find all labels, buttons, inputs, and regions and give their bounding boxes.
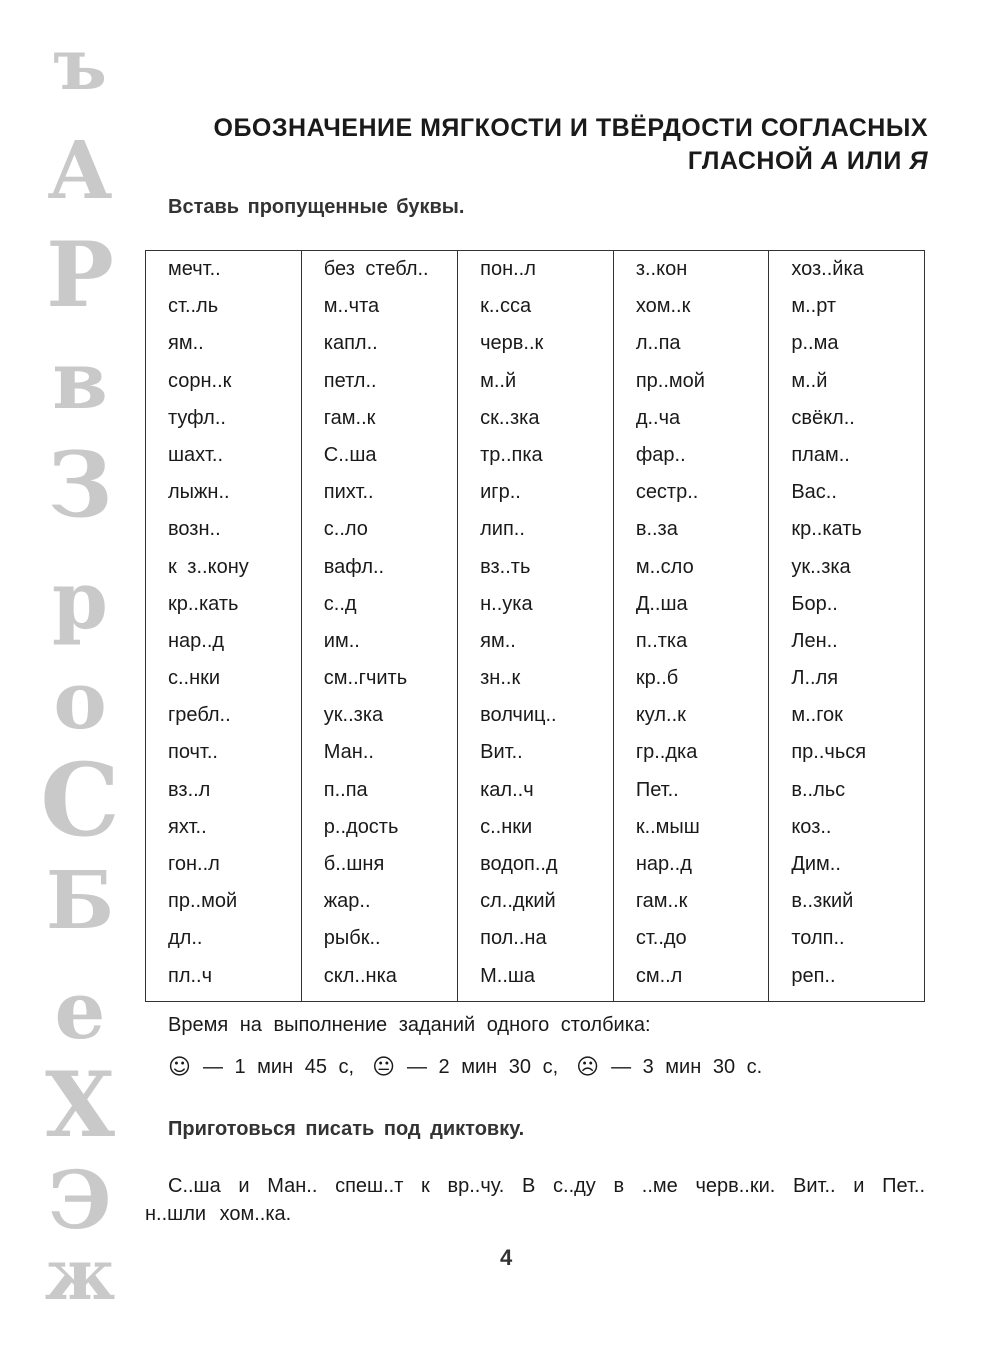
sidebar-letter: р xyxy=(52,553,108,647)
word-item: Д..ша xyxy=(635,592,688,615)
word-item: см..л xyxy=(635,964,683,987)
word-item: ук..зка xyxy=(791,555,851,578)
word-item: плам.. xyxy=(791,443,850,466)
word-column xyxy=(613,251,769,1002)
word-item: ям.. xyxy=(168,332,204,355)
word-item: м..й xyxy=(480,369,517,392)
word-item: лип.. xyxy=(480,518,525,541)
word-item: гам..к xyxy=(323,406,376,429)
word-item: м..чта xyxy=(323,295,380,318)
word-item: М..ша xyxy=(480,964,536,987)
word-item: нар..д xyxy=(635,853,692,875)
word-item: ям.. xyxy=(480,629,516,652)
word-item: з..кон xyxy=(635,258,688,280)
word-table xyxy=(145,250,925,1002)
sidebar-letter: З xyxy=(47,432,113,538)
word-item: пол..на xyxy=(480,927,547,950)
timing-value: — 1 мин 45 с, xyxy=(202,1056,355,1078)
sidebar-letter: А xyxy=(47,123,113,217)
frowning-face-icon: ☹ xyxy=(576,1055,600,1080)
word-item: в..льс xyxy=(791,778,846,801)
word-item: коз.. xyxy=(791,815,832,838)
word-item: сорн..к xyxy=(168,369,232,392)
word-item: дл.. xyxy=(168,927,203,950)
word-item: ск..зка xyxy=(480,406,540,429)
word-item: сестр.. xyxy=(635,481,699,504)
word-item: гр..дка xyxy=(635,741,698,764)
timing-label: Время на выполнение заданий одного столбика: xyxy=(168,1014,651,1036)
word-item: к..сса xyxy=(480,295,532,318)
dictation-heading: Приготовься писать под диктовку. xyxy=(168,1118,525,1140)
word-item: С..ша xyxy=(323,443,377,466)
word-item: ст..ль xyxy=(168,295,219,318)
word-item: вз..ть xyxy=(480,555,531,578)
word-item: шахт.. xyxy=(168,443,223,466)
word-item: ст..до xyxy=(635,927,687,950)
timing-row xyxy=(168,1055,780,1080)
word-item: Лен.. xyxy=(791,629,838,652)
letter-ya: Я xyxy=(909,147,928,175)
word-item: кул..к xyxy=(635,704,686,727)
sidebar-letter: ъ xyxy=(53,23,107,106)
word-item: пр..мой xyxy=(168,890,238,913)
word-item: р..ма xyxy=(791,332,839,355)
dictation-text: С..ша и Ман.. спеш..т к вр..чу. В с..ду в ..ме черв..ки. Вит.. и Пет.. н..шли хом..ка. xyxy=(145,1175,925,1225)
word-item: м..й xyxy=(791,369,828,392)
smiling-face-icon: ☺ xyxy=(168,1055,191,1080)
word-item: н..ука xyxy=(480,592,533,615)
word-column xyxy=(301,251,457,1002)
word-item: Бор.. xyxy=(791,592,838,615)
word-item: см..гчить xyxy=(323,667,408,690)
word-item: Л..ля xyxy=(791,667,839,690)
word-item: Ман.. xyxy=(323,741,374,764)
neutral-face-icon: 😐 xyxy=(372,1055,395,1080)
word-item: гам..к xyxy=(635,890,688,913)
word-item: пон..л xyxy=(480,258,536,280)
word-item: жар.. xyxy=(323,890,371,913)
word-item: пихт.. xyxy=(323,481,374,504)
word-item: м..сло xyxy=(635,555,694,578)
word-item: лыжн.. xyxy=(168,481,230,504)
sidebar-letter: Э xyxy=(48,1153,112,1247)
word-item: реп.. xyxy=(791,964,836,987)
word-item: ук..зка xyxy=(323,704,384,727)
timing-value: — 3 мин 30 с. xyxy=(611,1056,763,1078)
word-item: зн..к xyxy=(480,667,521,690)
word-item: фар.. xyxy=(635,443,686,466)
word-item: кал..ч xyxy=(480,778,534,801)
word-item: п..па xyxy=(323,778,368,801)
letter-a: А xyxy=(820,147,840,175)
word-item: пл..ч xyxy=(168,964,213,987)
sidebar-letter: Х xyxy=(45,1052,115,1158)
word-item: свёкл.. xyxy=(791,406,855,429)
word-item: вз..л xyxy=(168,778,211,801)
word-item: Пет.. xyxy=(635,778,679,801)
word-column xyxy=(458,251,614,1002)
sidebar-letter: ж xyxy=(44,1233,116,1316)
word-item: Дим.. xyxy=(791,853,841,875)
word-item: мечт.. xyxy=(168,258,221,280)
word-item: сл..дкий xyxy=(480,890,556,913)
word-item: к..мыш xyxy=(635,815,700,838)
word-item: д..ча xyxy=(635,406,681,429)
word-column xyxy=(769,251,925,1002)
page-title xyxy=(140,112,928,178)
timing-value: — 2 мин 30 с, xyxy=(407,1056,559,1078)
word-item: капл.. xyxy=(323,332,378,355)
word-item: волчиц.. xyxy=(480,704,557,727)
word-item: с..ло xyxy=(323,518,368,541)
word-item: петл.. xyxy=(323,369,377,392)
instruction: Вставь пропущенные буквы. xyxy=(168,196,465,218)
word-item: без стебл.. xyxy=(323,258,429,280)
decorative-letter-border xyxy=(30,23,130,1320)
word-item: нар..д xyxy=(168,629,225,652)
sidebar-letter: С xyxy=(40,741,120,859)
word-item: л..па xyxy=(635,332,681,355)
word-item: почт.. xyxy=(168,741,218,764)
word-item: м..гок xyxy=(791,704,843,727)
word-item: вафл.. xyxy=(323,555,385,578)
word-item: кр..б xyxy=(635,667,679,690)
sidebar-letter: о xyxy=(53,653,107,747)
sidebar-letter: е xyxy=(54,963,106,1057)
word-item: черв..к xyxy=(480,332,544,355)
word-item: тр..пка xyxy=(480,443,543,466)
word-item: кр..кать xyxy=(791,518,862,541)
word-item: п..тка xyxy=(635,629,688,652)
word-item: пр..мой xyxy=(635,369,705,392)
word-item: с..д xyxy=(323,592,357,615)
word-item: Вит.. xyxy=(480,741,523,764)
word-item: гребл.. xyxy=(168,704,231,727)
word-item: гон..л xyxy=(168,853,220,875)
word-item: им.. xyxy=(323,629,360,652)
word-item: скл..нка xyxy=(323,964,397,987)
word-item: хоз..йка xyxy=(791,258,864,280)
word-item: к з..кону xyxy=(168,555,249,578)
title-line-1: ОБОЗНАЧЕНИЕ МЯГКОСТИ И ТВЁРДОСТИ СОГЛАСНЫХ xyxy=(213,114,928,142)
word-item: б..шня xyxy=(323,853,385,875)
word-item: пр..чься xyxy=(791,741,867,764)
word-item: водоп..д xyxy=(480,853,558,875)
word-item: м..рт xyxy=(791,295,837,318)
word-column xyxy=(146,251,302,1002)
word-item: рыбк.. xyxy=(323,927,381,950)
word-item: возн.. xyxy=(168,518,221,541)
word-item: яхт.. xyxy=(168,815,207,838)
word-item: в..за xyxy=(635,518,678,541)
word-item: туфл.. xyxy=(168,406,226,429)
word-item: Вас.. xyxy=(791,481,837,504)
sidebar-letter: в xyxy=(52,333,108,427)
word-item: толп.. xyxy=(791,927,845,950)
word-item: р..дость xyxy=(323,815,399,838)
word-item: в..зкий xyxy=(791,890,854,913)
page-number: 4 xyxy=(500,1245,513,1270)
title-line-2: ГЛАСНОЙ А ИЛИ Я xyxy=(687,147,928,175)
word-item: с..нки xyxy=(480,815,533,838)
word-item: с..нки xyxy=(168,667,221,690)
sidebar-letter: Р xyxy=(46,222,114,328)
word-item: игр.. xyxy=(480,481,521,504)
sidebar-letter: Б xyxy=(45,853,115,947)
word-item: кр..кать xyxy=(168,592,239,615)
word-item: хом..к xyxy=(635,295,691,318)
